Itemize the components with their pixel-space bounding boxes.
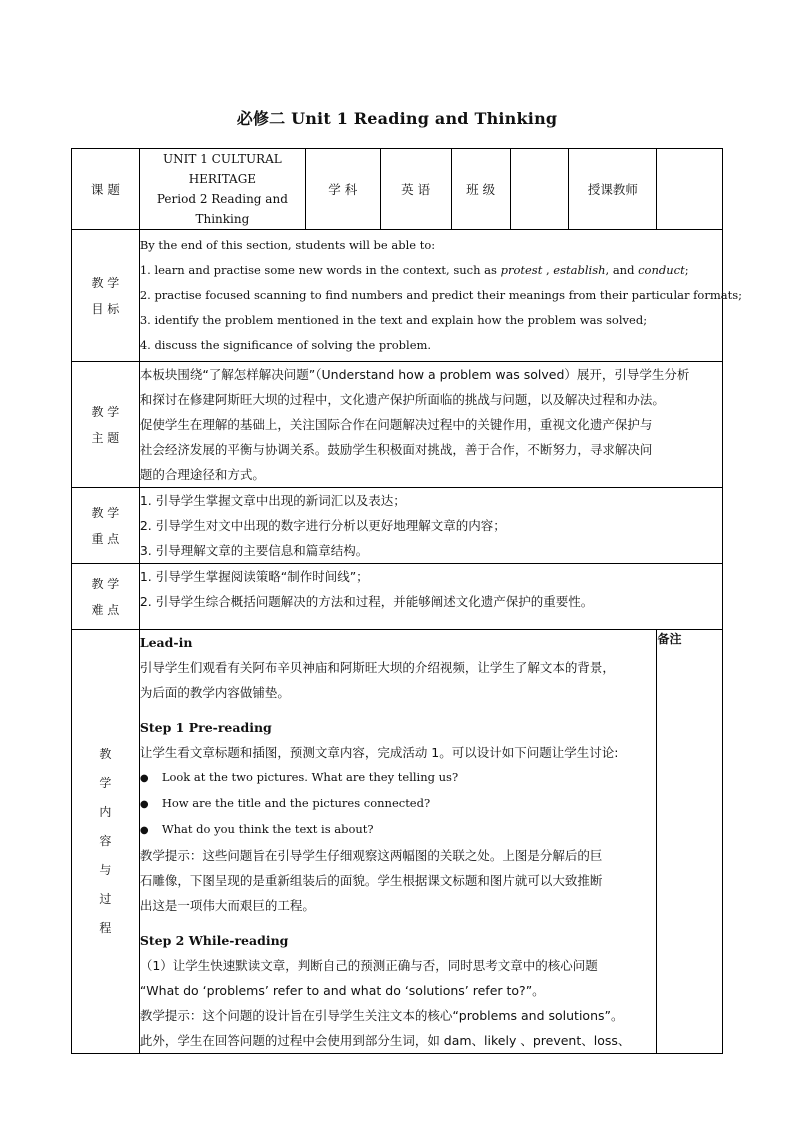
- theme-content: [139, 362, 722, 488]
- subject-value: 英 语: [380, 149, 451, 230]
- key-points-label-2: 重 点: [91, 531, 120, 546]
- process-label-char: 与: [99, 863, 112, 877]
- step1-heading: Step 1 Pre-reading: [139, 720, 272, 735]
- step1-question: ● Look at the two pictures. What are they telling us?: [140, 765, 657, 791]
- step1-question: ● How are the title and the pictures connected?: [140, 791, 657, 817]
- unit-title-cell: [139, 149, 305, 230]
- theme-label-1: 教 学: [91, 404, 120, 419]
- objective-item-2: 2. practise focused scanning to find numbers and predict their meanings from their particular formats;: [139, 288, 742, 302]
- theme-line: 题的合理途径和方式。: [139, 467, 265, 482]
- objective-item-4: 4. discuss the significance of solving the problem.: [139, 338, 432, 352]
- step2-line: “What do ‘problems’ refer to and what do ‘solutions’ refer to?”。: [139, 983, 545, 998]
- difficulties-label: [72, 564, 140, 630]
- objectives-label-2: 目 标: [91, 301, 120, 316]
- difficulties-content: [139, 564, 722, 630]
- theme-line: 社会经济发展的平衡与协调关系。鼓励学生积极面对挑战，善于合作，不断努力，寻求解决问: [139, 442, 653, 457]
- class-value: [510, 149, 569, 230]
- leadin-heading: Lead-in: [139, 635, 193, 650]
- theme-label-2: 主 题: [91, 430, 120, 445]
- process-content: [139, 630, 657, 1054]
- key-points-row: [72, 488, 723, 564]
- step1-intro: 让学生看文章标题和插图，预测文章内容，完成活动 1。可以设计如下问题让学生讨论:: [139, 745, 619, 760]
- subject-label: 学 科: [305, 149, 380, 230]
- process-label-char: 容: [99, 834, 112, 848]
- teacher-label: 授课教师: [569, 149, 657, 230]
- theme-label: [72, 362, 140, 488]
- class-label: 班 级: [451, 149, 510, 230]
- process-label-char: 程: [99, 921, 112, 935]
- step2-line: 教学提示：这个问题的设计旨在引导学生关注文本的核心“problems and solutions”。: [139, 1008, 624, 1023]
- notes-label: 备注: [657, 632, 682, 646]
- process-label-char: 学: [99, 776, 112, 790]
- key-points-label-1: 教 学: [91, 505, 120, 520]
- unit-line-1: UNIT 1 CULTURAL HERITAGE: [163, 152, 282, 186]
- objective-item-3: 3. identify the problem mentioned in the text and explain how the problem was solved;: [139, 313, 648, 327]
- difficulties-label-2: 难 点: [91, 602, 120, 617]
- theme-line: 促使学生在理解的基础上，关注国际合作在问题解决过程中的关键作用，重视文化遗产保护与: [139, 417, 653, 432]
- step1-tip-line: 石雕像，下图呈现的是重新组装后的面貌。学生根据课文标题和图片就可以大致推断: [139, 873, 603, 888]
- key-point-line: 1. 引导学生掌握文章中出现的新词汇以及表达；: [139, 493, 406, 508]
- step1-question: ● What do you think the text is about?: [140, 817, 657, 843]
- unit-line-2: Period 2 Reading and Thinking: [156, 192, 288, 226]
- teacher-value: [657, 149, 723, 230]
- step1-tip-line: 出这是一项伟大而艰巨的工程。: [139, 898, 315, 913]
- difficulty-line: 2. 引导学生综合概括问题解决的方法和过程，并能够阐述文化遗产保护的重要性。: [139, 594, 594, 609]
- process-label-char: 内: [99, 805, 112, 819]
- notes-column: [657, 630, 723, 1054]
- key-point-line: 3. 引导理解文章的主要信息和篇章结构。: [139, 543, 369, 558]
- key-point-line: 2. 引导学生对文中出现的数字进行分析以更好地理解文章的内容；: [139, 518, 506, 533]
- step1-tip-line: 教学提示：这些问题旨在引导学生仔细观察这两幅图的关联之处。上图是分解后的巨: [139, 848, 603, 863]
- topic-label: 课 题: [72, 149, 140, 230]
- step2-line: 此外，学生在回答问题的过程中会使用到部分生词，如 dam、likely 、prevent、loss、: [139, 1033, 631, 1048]
- difficulties-label-1: 教 学: [91, 576, 120, 591]
- theme-row: [72, 362, 723, 488]
- step2-heading: Step 2 While-reading: [139, 933, 289, 948]
- lesson-plan-table: [71, 148, 742, 1054]
- theme-line: 本板块围绕“了解怎样解决问题”（Understand how a problem was solved）展开，引导学生分析: [139, 367, 690, 382]
- objective-item-1: 1. learn and practise some new words in the context, such as protest , establish, and conduct;: [139, 263, 689, 277]
- objectives-intro: By the end of this section, students will be able to:: [139, 238, 436, 252]
- process-row: [72, 630, 723, 1054]
- leadin-line: 为后面的教学内容做铺垫。: [139, 685, 290, 700]
- objectives-label: [72, 230, 140, 362]
- objectives-label-1: 教 学: [91, 275, 120, 290]
- difficulties-row: [72, 564, 723, 630]
- key-points-label: [72, 488, 140, 564]
- key-points-content: [139, 488, 722, 564]
- process-label-char: 教: [99, 747, 112, 761]
- theme-line: 和探讨在修建阿斯旺大坝的过程中，文化遗产保护所面临的挑战与问题，以及解决过程和办法。: [139, 392, 665, 407]
- leadin-line: 引导学生们观看有关阿布辛贝神庙和阿斯旺大坝的介绍视频，让学生了解文本的背景，: [139, 660, 615, 675]
- difficulty-line: 1. 引导学生掌握阅读策略“制作时间线”；: [139, 569, 369, 584]
- process-label: [72, 630, 140, 1054]
- header-row: [72, 149, 723, 230]
- objectives-row: [72, 230, 723, 362]
- objectives-content: [139, 230, 742, 362]
- document-title: 必修二 Unit 1 Reading and Thinking: [236, 109, 558, 128]
- process-label-char: 过: [99, 892, 112, 906]
- step2-line: （1）让学生快速默读文章，判断自己的预测正确与否，同时思考文章中的核心问题: [139, 958, 598, 973]
